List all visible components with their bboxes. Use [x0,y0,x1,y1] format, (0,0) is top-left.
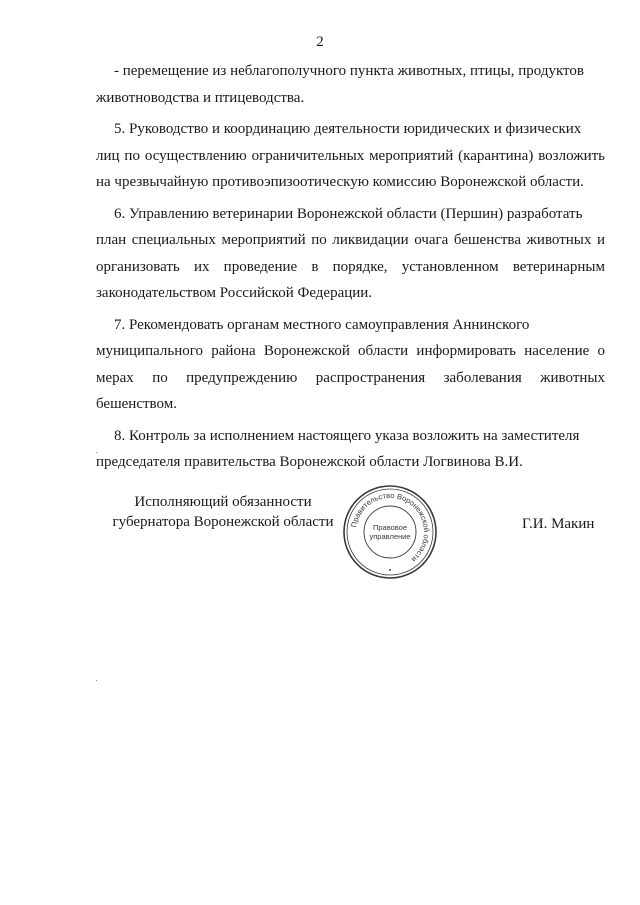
paragraph-5 [96,423,605,476]
page-number: 2 [316,34,324,50]
signatory-position-line-2: губернатора Воронежской области [112,514,334,530]
seal-graphic [340,482,440,582]
paragraph-1-first-line: - перемещение из неблагополучного пункта животных, птицы, продуктов [114,63,584,79]
seal-star-mark [389,569,391,571]
document-body [96,58,605,481]
signatory-name: Г.И. Макин [522,516,595,532]
seal-center-line-1: Правовое [372,523,408,532]
seal-ring-text: Правительство Воронежской области [349,490,432,565]
scan-speck [96,452,97,453]
paragraph-3 [96,201,605,307]
paragraph-5-first-line: 8. Контроль за исполнением настоящего указа возложить на заместителя [114,427,580,444]
scan-speck [96,680,97,681]
paragraph-3-first-line: 6. Управлению ветеринарии Воронежской области (Першин) разработать [114,205,583,222]
paragraph-1-rest: животноводства и птицеводства. [96,89,305,106]
paragraph-2-first-line: 5. Руководство и координацию деятельности юридических и физических [114,121,582,137]
signatory-position [108,492,338,532]
paragraph-2 [96,116,605,196]
paragraph-4-rest: муниципального района Воронежской области информировать население о мерах по предупреждению распространения заболевания животных бешенством. [96,343,605,412]
paragraph-5-rest: председателя правительства Воронежской области Логвинова В.И. [96,454,523,470]
paragraph-1 [96,58,605,111]
paragraph-4-first-line: 7. Рекомендовать органам местного самоуправления Аннинского [114,316,530,333]
official-seal [340,482,440,582]
signatory-position-line-1: Исполняющий обязанности [134,494,312,510]
paragraph-2-rest: лиц по осуществлению ограничительных мероприятий (карантина) возложить на чрезвычайную противоэпизоотическую комиссию Воронежской области. [96,147,605,190]
paragraph-4 [96,312,605,418]
seal-center-line-2: управление [369,532,411,541]
paragraph-3-rest: план специальных мероприятий по ликвидации очага бешенства животных и организовать их проведение в порядке, установленном ветеринарным законодательством Российской Федерации. [96,232,605,301]
